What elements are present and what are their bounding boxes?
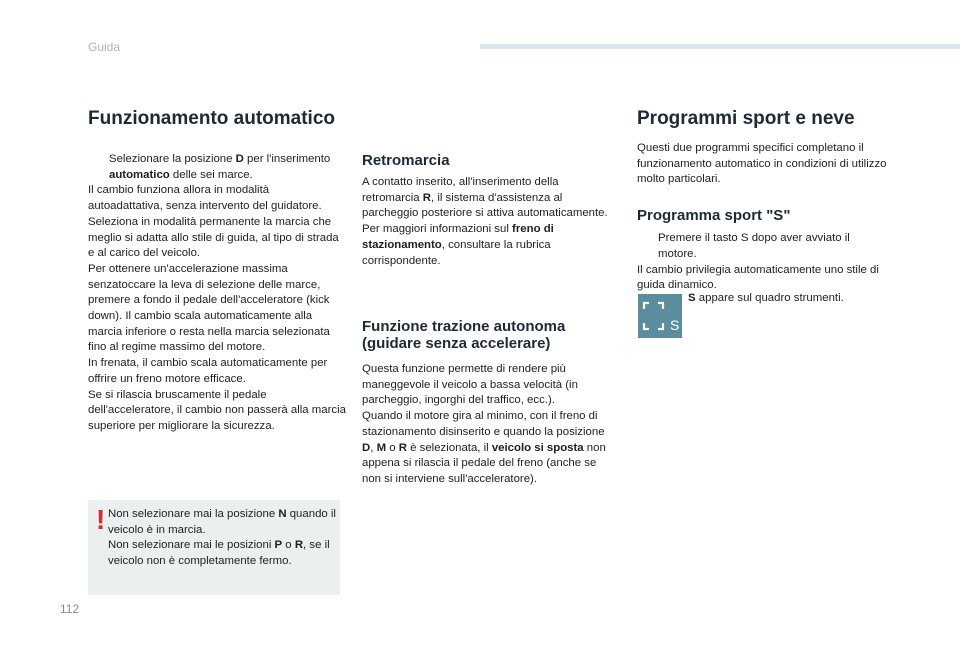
paragraph: Questi due programmi specifici completano il funzionamento automatico in condizioni di utilizzo molto particolari. bbox=[637, 142, 887, 186]
paragraph: Quando il motore gira al minimo, con il freno di stazionamento disinserito e quando la posizione D, M o R è selezionata, il veicolo si sposta non appena si rilascia il pedale del freno (anche se non si interviene sull'acceleratore). bbox=[362, 410, 606, 485]
section-title-automatic: Funzionamento automatico bbox=[88, 108, 335, 129]
warning-icon: ! bbox=[96, 504, 106, 535]
paragraph: Il cambio funziona allora in modalità autoadattativa, senza intervento del guidatore. bbox=[88, 184, 322, 213]
paragraph: Il cambio privilegia automaticamente uno stile di guida dinamico. bbox=[637, 263, 879, 292]
section-header: Guida bbox=[88, 40, 121, 54]
paragraph: Seleziona in modalità permanente la marcia che meglio si adatta allo stile di guida, al tipo di strada e al carico del veicolo. bbox=[88, 215, 339, 260]
bullet-press-s: Premere il tasto S dopo aver avviato il motore. bbox=[658, 232, 850, 260]
left-column-body bbox=[88, 152, 346, 435]
section-title-sport-neve: Programmi sport e neve bbox=[637, 108, 855, 129]
left-column bbox=[88, 108, 346, 130]
paragraph: A contatto inserito, all'inserimento della retromarcia R, il sistema d'assistenza al parcheggio posteriore si attiva automaticamente. bbox=[362, 176, 608, 220]
page-number: 112 bbox=[60, 602, 80, 616]
section-title-trazione: Funzione trazione autonoma (guidare senza accelerare) bbox=[362, 318, 566, 352]
gearbox-ds-indicator-icon bbox=[638, 294, 682, 338]
indicator-description: S appare sul quadro strumenti. bbox=[688, 292, 844, 304]
warning-box bbox=[88, 500, 340, 595]
paragraph: Se si rilascia bruscamente il pedale dell'acceleratore, il cambio non passerà alla marcia superiore per migliorare la sicurezza. bbox=[88, 388, 346, 432]
section-title-retromarcia: Retromarcia bbox=[362, 152, 450, 169]
bullet-select-d: Selezionare la posizione D per l'inserimento automatico delle sei marce. bbox=[109, 153, 331, 181]
section-title-sport: Programma sport "S" bbox=[637, 207, 791, 225]
warning-text: Non selezionare mai la posizione N quando il veicolo è in marcia. Non selezionare mai le posizioni P o R, se il veicolo non è completamente fermo. bbox=[108, 508, 336, 568]
paragraph: In frenata, il cambio scala automaticamente per offrire un freno motore efficace. bbox=[88, 357, 328, 385]
paragraph: Per ottenere un'accelerazione massima senzatoccare la leva di selezione delle marce, premere a fondo il pedale dell'acceleratore (kick down). Il cambio scala automaticamente alla marcia inferiore o resta nella marcia selezionata fino al regime massimo del motore. bbox=[88, 262, 330, 354]
paragraph: Questa funzione permette di rendere più maneggevole il veicolo a bassa velocità (in parcheggio, ingorghi del traffico, ecc.). bbox=[362, 363, 578, 407]
header-bar bbox=[480, 44, 960, 49]
sport-neve-section bbox=[637, 108, 887, 294]
trazione-section bbox=[362, 318, 610, 488]
retromarcia-section bbox=[362, 152, 610, 269]
svg-text:S: S bbox=[670, 317, 680, 333]
paragraph: Per maggiori informazioni sul freno di stazionamento, consultare la rubrica corrispondente. bbox=[362, 223, 554, 267]
